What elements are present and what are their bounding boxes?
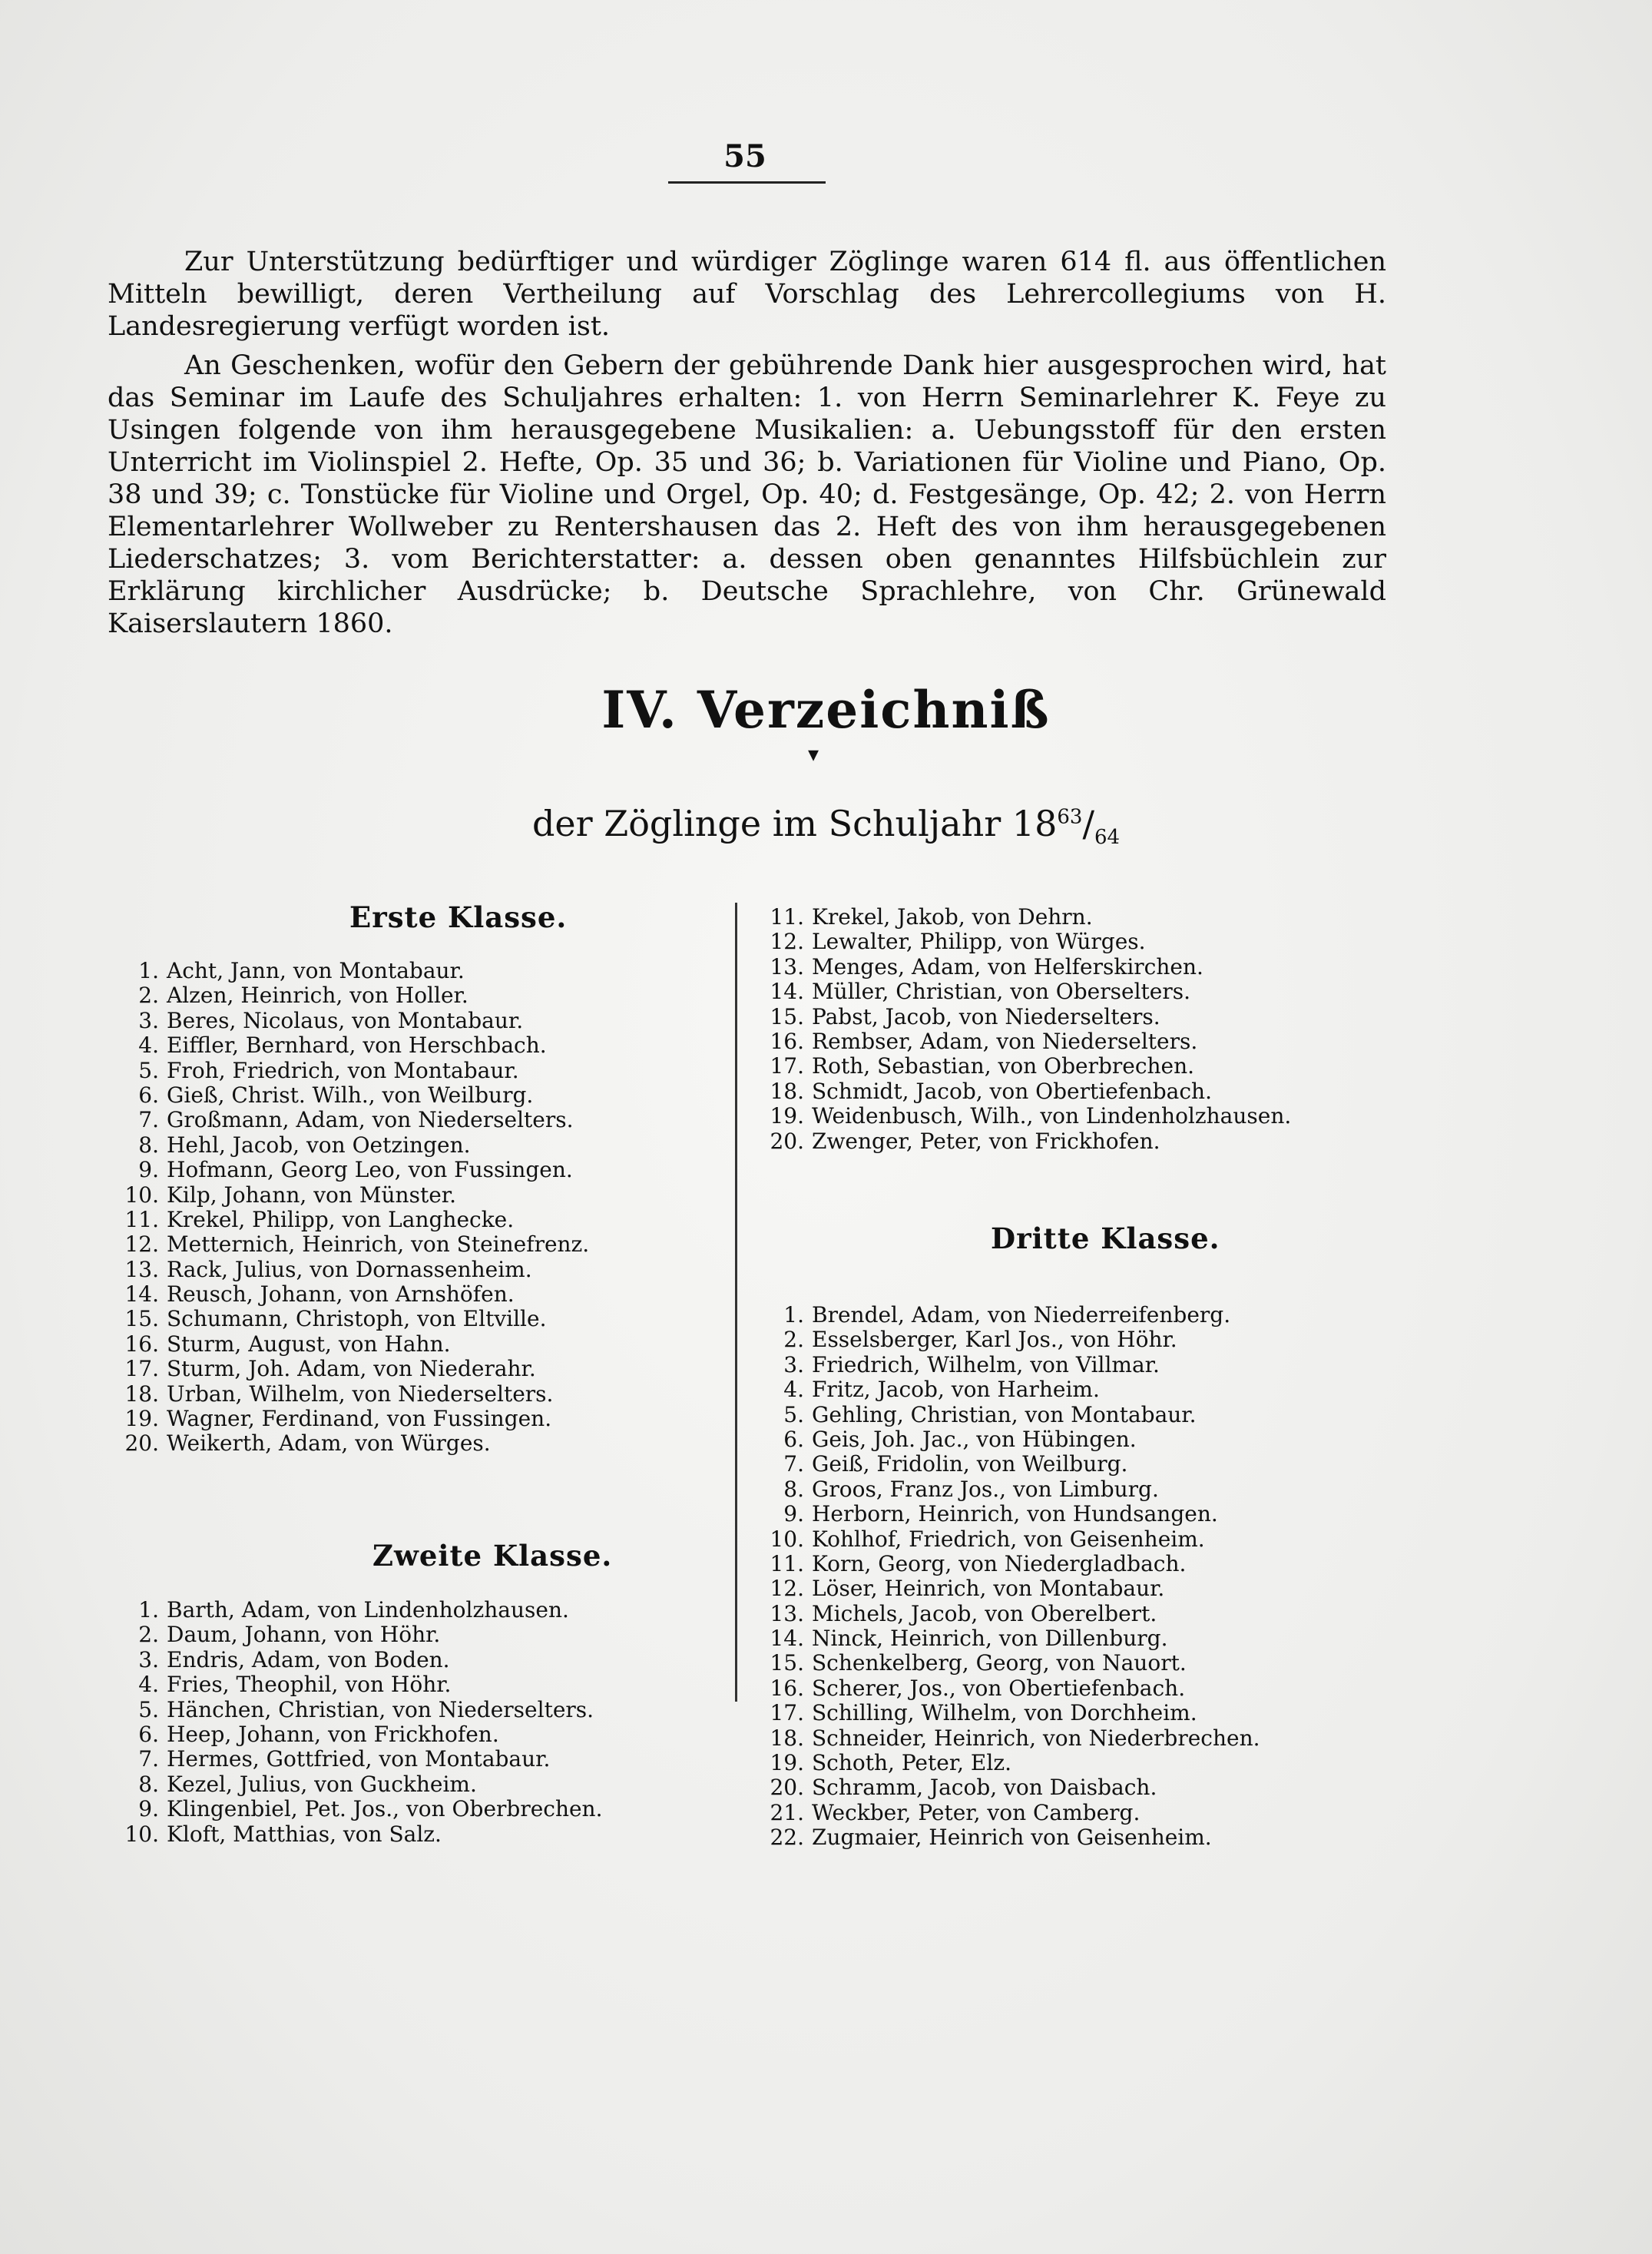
list-item [756,1825,1448,1850]
list-item [756,955,1448,979]
item-number: 7. [138,1107,159,1133]
item-number: 14. [770,1626,804,1652]
item-text: Weikerth, Adam, von Würges. [167,1430,491,1457]
list-item [111,1208,703,1232]
list-item [111,1282,703,1307]
list-item [756,1502,1448,1526]
item-text: Heep, Johann, von Frickhofen. [167,1721,499,1747]
list-item [111,959,703,983]
item-number: 15. [770,1650,804,1676]
list-item [756,1701,1448,1725]
item-text: Rack, Julius, von Dornassenheim. [167,1256,532,1282]
item-number: 19. [124,1406,159,1432]
item-text: Ninck, Heinrich, von Dillenburg. [812,1626,1168,1652]
item-number: 2. [783,1327,804,1353]
list-item [111,1059,703,1083]
item-number: 1. [783,1302,804,1328]
item-text: Urban, Wilhelm, von Niederselters. [167,1381,554,1407]
list-item [111,1382,703,1407]
list-item [111,1772,703,1797]
list-item [756,1527,1448,1552]
item-number: 18. [124,1381,159,1407]
item-number: 10. [770,1526,804,1552]
item-number: 12. [770,1576,804,1602]
list-item [756,1403,1448,1427]
item-text: Esselsberger, Karl Jos., von Höhr. [812,1327,1177,1353]
list-item [111,1232,703,1257]
paragraph-support: Zur Unterstützung bedürftiger und würdiger Zöglinge waren 614 fl. aus öffentlichen Mitteln bewilligt, deren Vertheilung auf Vorschlag des Lehrercollegiums von H. Landesregierung verfügt worden ist. [108,247,1386,342]
item-text: Krekel, Jakob, von Dehrn. [812,904,1093,930]
list-item [756,1775,1448,1800]
item-text: Hänchen, Christian, von Niederselters. [167,1696,594,1722]
item-number: 2. [138,1622,159,1648]
list-item [111,1183,703,1208]
list-item [111,1332,703,1357]
item-number: 11. [770,1550,804,1576]
item-text: Reusch, Johann, von Arnshöfen. [167,1281,515,1308]
list-item [111,1009,703,1033]
item-text: Sturm, Joh. Adam, von Niederahr. [167,1356,536,1382]
item-text: Daum, Johann, von Höhr. [167,1622,441,1648]
list-item [756,1029,1448,1054]
list-item [756,1477,1448,1502]
item-number: 10. [124,1182,159,1208]
list-item [111,1307,703,1331]
item-number: 4. [138,1672,159,1698]
item-number: 4. [138,1033,159,1059]
list-item [111,983,703,1008]
item-text: Weidenbusch, Wilh., von Lindenholzhausen. [812,1103,1292,1129]
item-text: Pabst, Jacob, von Niederselters. [812,1003,1160,1029]
list-item [111,1258,703,1282]
list-item [111,1648,703,1672]
item-text: Schneider, Heinrich, von Niederbrechen. [812,1725,1260,1751]
item-number: 15. [124,1306,159,1332]
list-item [756,930,1448,954]
item-number: 17. [770,1053,804,1079]
list-item [756,1452,1448,1477]
item-number: 2. [138,983,159,1009]
item-number: 14. [124,1281,159,1308]
item-text: Brendel, Adam, von Niederreifenberg. [812,1302,1231,1328]
item-text: Geis, Joh. Jac., von Hübingen. [812,1426,1137,1452]
item-text: Schoth, Peter, Elz. [812,1750,1011,1776]
list-item [756,1751,1448,1775]
item-number: 15. [770,1003,804,1029]
subheading-text: der Zöglinge im Schuljahr 18 [531,803,1058,844]
item-text: Schramm, Jacob, von Daisbach. [812,1775,1157,1801]
item-text: Wagner, Ferdinand, von Fussingen. [167,1406,552,1432]
item-number: 20. [770,1128,804,1154]
item-number: 11. [124,1206,159,1232]
item-text: Fritz, Jacob, von Harheim. [812,1377,1100,1403]
list-item [756,1353,1448,1377]
item-number: 7. [783,1451,804,1477]
item-text: Barth, Adam, von Lindenholzhausen. [167,1597,569,1623]
item-number: 17. [770,1700,804,1726]
item-number: 6. [783,1426,804,1452]
item-number: 17. [124,1356,159,1382]
section-subheading [0,803,1652,849]
list-item [756,1726,1448,1751]
list-item [111,1357,703,1381]
item-number: 3. [138,1646,159,1672]
column-divider [735,903,737,1702]
page-number-rule [668,181,826,184]
item-number: 9. [138,1157,159,1183]
list-item [111,1672,703,1697]
item-number: 5. [138,1057,159,1083]
item-number: 8. [783,1476,804,1502]
item-text: Eiffler, Bernhard, von Herschbach. [167,1033,547,1059]
item-text: Löser, Heinrich, von Montabaur. [812,1576,1165,1602]
klasse-title-zweite: Zweite Klasse. [372,1539,613,1573]
item-text: Schmidt, Jacob, von Obertiefenbach. [812,1078,1212,1104]
item-text: Michels, Jacob, von Oberelbert. [812,1600,1157,1626]
item-text: Alzen, Heinrich, von Holler. [167,983,468,1009]
student-list-dritte [756,1303,1448,1851]
item-number: 4. [783,1377,804,1403]
item-text: Hehl, Jacob, von Oetzingen. [167,1132,471,1158]
page-number: 55 [723,138,766,174]
list-item [111,1033,703,1058]
item-number: 19. [770,1103,804,1129]
item-number: 5. [783,1401,804,1427]
item-text: Kohlhof, Friedrich, von Geisenheim. [812,1526,1205,1552]
item-text: Zwenger, Peter, von Frickhofen. [812,1128,1160,1154]
list-item [756,1328,1448,1352]
item-text: Kilp, Johann, von Münster. [167,1182,456,1208]
list-item [111,1722,703,1747]
item-number: 3. [138,1007,159,1033]
item-text: Sturm, August, von Hahn. [167,1331,451,1357]
item-number: 16. [770,1675,804,1701]
list-item [756,1576,1448,1601]
item-text: Weckber, Peter, von Camberg. [812,1799,1141,1825]
item-number: 8. [138,1771,159,1797]
item-text: Groos, Franz Jos., von Limburg. [812,1476,1159,1502]
list-item [111,1158,703,1182]
item-number: 19. [770,1750,804,1776]
klasse-title-dritte: Dritte Klasse. [991,1221,1220,1255]
section-heading: IV. Verzeichniß [601,680,1051,740]
item-number: 3. [783,1351,804,1377]
item-text: Kloft, Matthias, von Salz. [167,1821,442,1847]
item-number: 20. [770,1775,804,1801]
item-number: 14. [770,979,804,1005]
item-text: Roth, Sebastian, von Oberbrechen. [812,1053,1195,1079]
item-text: Friedrich, Wilhelm, von Villmar. [812,1351,1160,1377]
item-number: 12. [124,1231,159,1258]
student-list-erste [111,959,703,1457]
item-number: 8. [138,1132,159,1158]
item-text: Gehling, Christian, von Montabaur. [812,1401,1197,1427]
item-text: Herborn, Heinrich, von Hundsangen. [812,1501,1218,1527]
subheading-slash: / [1082,803,1094,844]
list-item [756,1005,1448,1029]
item-text: Schumann, Christoph, von Eltville. [167,1306,547,1332]
item-text: Geiß, Fridolin, von Weilburg. [812,1451,1128,1477]
list-item [756,1602,1448,1626]
item-number: 6. [138,1721,159,1747]
item-text: Schenkelberg, Georg, von Nauort. [812,1650,1187,1676]
subheading-year-start: 63 [1057,805,1083,829]
student-list-zweite-part2 [756,905,1448,1154]
list-item [111,1108,703,1132]
list-item [111,1747,703,1772]
item-text: Krekel, Philipp, von Langhecke. [167,1206,515,1232]
item-text: Metternich, Heinrich, von Steinefrenz. [167,1231,590,1258]
student-list-zweite-part1 [111,1598,703,1847]
subheading-year-end: 64 [1094,826,1121,850]
item-number: 12. [770,929,804,955]
item-number: 6. [138,1082,159,1108]
item-text: Fries, Theophil, von Höhr. [167,1672,452,1698]
item-number: 13. [770,953,804,979]
item-number: 16. [770,1028,804,1054]
item-text: Schilling, Wilhelm, von Dorchheim. [812,1700,1197,1726]
item-number: 7. [138,1746,159,1772]
list-item [756,1651,1448,1676]
item-text: Acht, Jann, von Montabaur. [167,958,465,983]
item-number: 21. [770,1799,804,1825]
item-number: 22. [770,1825,804,1851]
item-text: Scherer, Jos., von Obertiefenbach. [812,1675,1186,1701]
list-item [111,1431,703,1456]
item-number: 9. [138,1796,159,1822]
list-item [756,1427,1448,1452]
list-item [111,1623,703,1647]
item-number: 13. [124,1256,159,1282]
item-text: Beres, Nicolaus, von Montabaur. [167,1007,524,1033]
list-item [111,1797,703,1821]
item-number: 11. [770,904,804,930]
item-text: Klingenbiel, Pet. Jos., von Oberbrechen. [167,1796,603,1822]
item-text: Müller, Christian, von Oberselters. [812,979,1191,1005]
list-item [756,1079,1448,1104]
list-item [756,979,1448,1004]
item-number: 18. [770,1078,804,1104]
list-item [756,1676,1448,1701]
list-item [111,1133,703,1158]
item-text: Hermes, Gottfried, von Montabaur. [167,1746,551,1772]
item-text: Zugmaier, Heinrich von Geisenheim. [812,1825,1212,1851]
item-number: 9. [783,1501,804,1527]
item-text: Hofmann, Georg Leo, von Fussingen. [167,1157,573,1183]
list-item [756,1801,1448,1825]
klasse-title-erste: Erste Klasse. [349,900,568,934]
item-text: Froh, Friedrich, von Montabaur. [167,1057,519,1083]
item-text: Rembser, Adam, von Niederselters. [812,1028,1198,1054]
item-text: Großmann, Adam, von Niederselters. [167,1107,574,1133]
list-item [756,1054,1448,1079]
list-item [756,1377,1448,1402]
list-item [756,1552,1448,1576]
list-item [111,1407,703,1431]
item-text: Menges, Adam, von Helferskirchen. [812,953,1203,979]
item-text: Endris, Adam, von Boden. [167,1646,450,1672]
item-number: 18. [770,1725,804,1751]
item-text: Lewalter, Philipp, von Würges. [812,929,1146,955]
item-text: Gieß, Christ. Wilh., von Weilburg. [167,1082,534,1108]
list-item [111,1598,703,1623]
list-item [111,1822,703,1847]
item-number: 16. [124,1331,159,1357]
list-item [111,1083,703,1108]
item-number: 5. [138,1696,159,1722]
item-text: Korn, Georg, von Niedergladbach. [812,1550,1187,1576]
heading-ornament: ▾ [808,741,819,767]
list-item [756,1303,1448,1328]
list-item [756,1626,1448,1651]
item-number: 1. [138,958,159,983]
paragraph-gifts: An Geschenken, wofür den Gebern der gebührende Dank hier ausgesprochen wird, hat das Seminar im Laufe des Schuljahres erhalten: 1. von Herrn Seminarlehrer K. Feye zu Usingen folgende von ihm herausgegebene Musikalien: a. Uebungsstoff für den ersten Unterricht im Violinspiel 2. Hefte, Op. 35 und 36; b. Variationen für Violine und Piano, Op. 38 und 39; c. Tonstücke für Violine und Orgel, Op. 40; d. Festgesänge, Op. 42; 2. von Herrn Elementarlehrer Wollweber zu Rentershausen das 2. Heft des von ihm herausgegebenen Liederschatzes; 3. vom Berichterstatter: a. dessen oben genanntes Hilfsbüchlein zur Erklärung kirchlicher Ausdrücke; b. Deutsche Sprachlehre, von Chr. Grünewald Kaiserslautern 1860. [108,350,1386,639]
item-number: 10. [124,1821,159,1847]
item-number: 13. [770,1600,804,1626]
item-text: Kezel, Julius, von Guckheim. [167,1771,477,1797]
list-item [756,905,1448,930]
list-item [756,1129,1448,1154]
list-item [111,1698,703,1722]
item-number: 1. [138,1597,159,1623]
list-item [756,1104,1448,1129]
item-number: 20. [124,1430,159,1457]
